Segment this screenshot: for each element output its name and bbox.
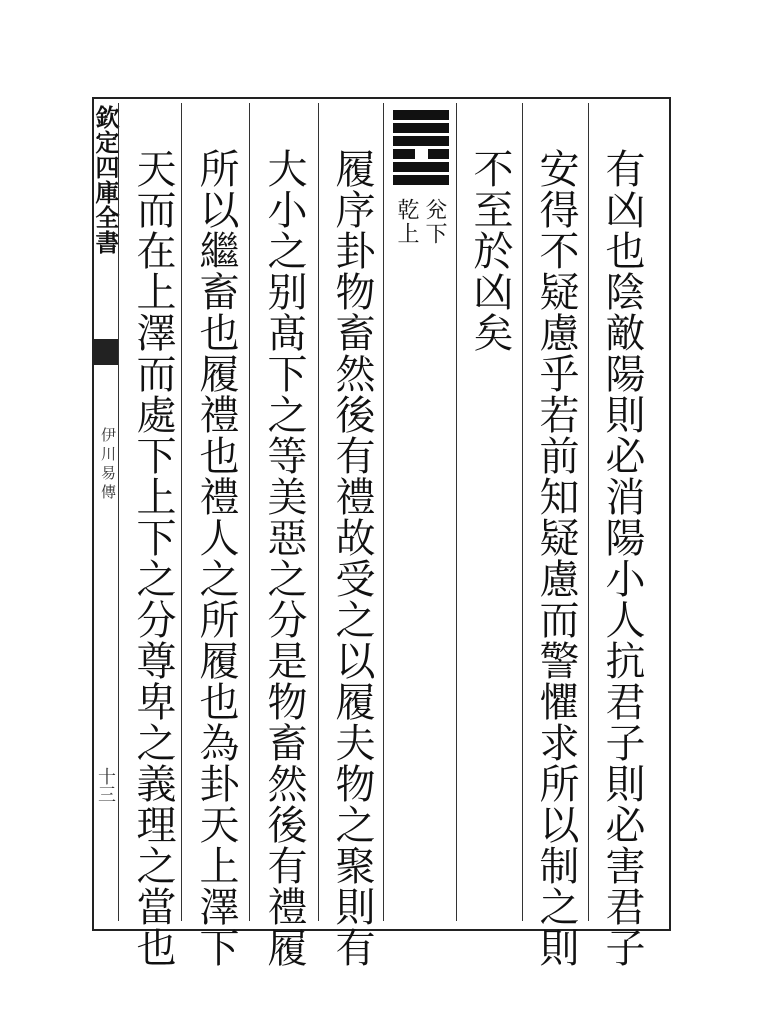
- lower-trigram-label: 兊下: [422, 198, 447, 246]
- text-column-7: 天而在上澤而處下上下之分尊卑之義理之當也: [130, 148, 176, 968]
- column-divider: [588, 103, 589, 921]
- text-column-6: 所以繼畜也履禮也禮人之所履也為卦天上澤下: [193, 148, 239, 968]
- column-divider: [383, 103, 384, 921]
- hexagram-line-solid: [393, 136, 449, 146]
- column-divider: [318, 103, 319, 921]
- hexagram-line-solid: [393, 123, 449, 133]
- page-border: [92, 97, 671, 931]
- column-divider: [522, 103, 523, 921]
- upper-trigram-label: 乾上: [394, 198, 419, 246]
- hexagram-line-solid: [393, 110, 449, 120]
- hexagram-line-solid: [393, 175, 449, 185]
- text-column-2: 安得不疑慮乎若前知疑慮而警懼求所以制之則: [533, 148, 579, 968]
- hexagram-line-solid: [393, 162, 449, 172]
- hexagram-lu-icon: [393, 110, 453, 190]
- page-number: 十三: [95, 767, 116, 803]
- fishtail-mark: [92, 339, 118, 365]
- text-column-5: 大小之别髙下之等美惡之分是物畜然後有禮履: [261, 148, 307, 968]
- book-title: 伊川易傳: [99, 427, 117, 503]
- column-divider: [456, 103, 457, 921]
- hexagram-line-broken: [428, 149, 450, 159]
- margin-column: [92, 97, 118, 927]
- text-column-3: 不至於凶矣: [467, 148, 513, 353]
- column-divider: [181, 103, 182, 921]
- column-divider: [118, 103, 119, 921]
- collection-title: 欽定四庫全書: [91, 105, 120, 255]
- hexagram-line-broken: [393, 149, 415, 159]
- text-column-4: 履序卦物畜然後有禮故受之以履夫物之聚則有: [329, 148, 375, 968]
- text-column-1: 有凶也陰敵陽則必消陽小人抗君子則必害君子: [599, 148, 645, 968]
- column-divider: [249, 103, 250, 921]
